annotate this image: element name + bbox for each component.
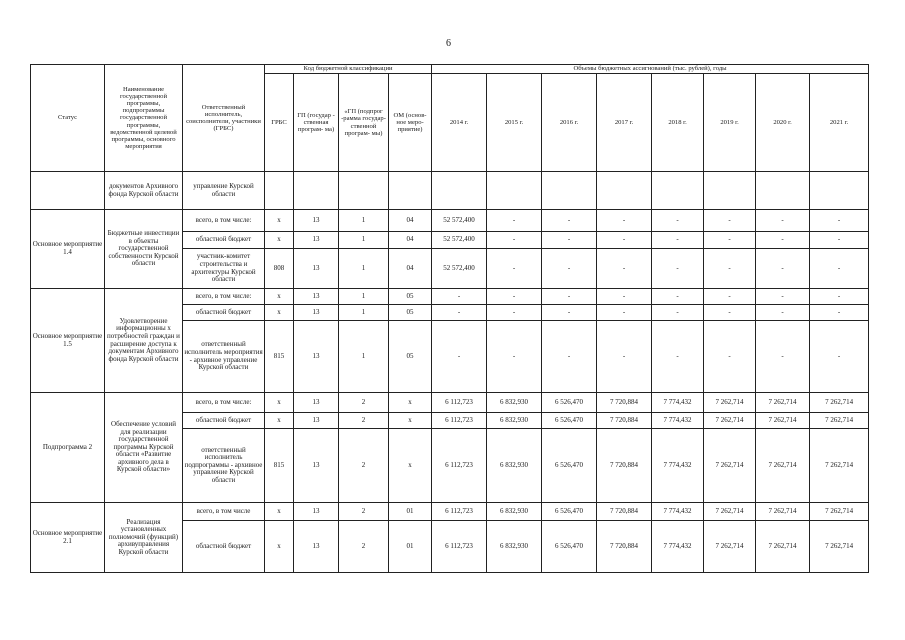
om-cell — [389, 172, 432, 210]
gp-cell: 13 — [294, 232, 339, 249]
gp-cell: 13 — [294, 413, 339, 429]
value-cell: - — [597, 321, 652, 393]
gp-cell: 13 — [294, 321, 339, 393]
pgp-cell: 1 — [339, 305, 389, 321]
grbs-cell: х — [265, 289, 294, 305]
value-cell: - — [487, 249, 542, 289]
om-cell: 04 — [389, 232, 432, 249]
executor-cell: ответственный исполнитель мероприятия - архивное управление Курской области — [183, 321, 265, 393]
value-cell: 7 774,432 — [652, 393, 704, 413]
executor-cell: всего, в том числе: — [183, 210, 265, 232]
value-cell: 6 832,930 — [487, 429, 542, 503]
header-year: 2014 г. — [432, 74, 487, 172]
pgp-cell: 1 — [339, 249, 389, 289]
value-cell — [810, 172, 869, 210]
om-cell: 05 — [389, 305, 432, 321]
pgp-cell: 2 — [339, 503, 389, 521]
grbs-cell: 808 — [265, 249, 294, 289]
value-cell: 7 720,884 — [597, 413, 652, 429]
value-cell: - — [704, 249, 756, 289]
header-gp: ГП (государ - ственная програм- ма) — [294, 74, 339, 172]
grbs-cell: х — [265, 521, 294, 573]
om-cell: х — [389, 429, 432, 503]
value-cell: - — [652, 210, 704, 232]
value-cell: - — [542, 289, 597, 305]
executor-cell: ответственный исполнитель подпрограммы - архивное управление Курской области — [183, 429, 265, 503]
value-cell: 7 262,714 — [810, 413, 869, 429]
value-cell: - — [542, 232, 597, 249]
gp-cell: 13 — [294, 521, 339, 573]
value-cell: 7 774,432 — [652, 429, 704, 503]
gp-cell: 13 — [294, 289, 339, 305]
value-cell: 52 572,400 — [432, 210, 487, 232]
value-cell: - — [652, 232, 704, 249]
value-cell: - — [810, 289, 869, 305]
gp-cell: 13 — [294, 305, 339, 321]
value-cell: 7 262,714 — [810, 503, 869, 521]
executor-cell: областной бюджет — [183, 413, 265, 429]
pgp-cell: 2 — [339, 393, 389, 413]
value-cell: - — [487, 232, 542, 249]
value-cell: - — [756, 305, 810, 321]
value-cell: - — [704, 232, 756, 249]
value-cell: - — [652, 249, 704, 289]
value-cell: 7 720,884 — [597, 521, 652, 573]
value-cell: - — [487, 321, 542, 393]
grbs-cell: х — [265, 413, 294, 429]
pgp-cell: 2 — [339, 429, 389, 503]
grbs-cell: 815 — [265, 321, 294, 393]
grbs-cell: х — [265, 305, 294, 321]
gp-cell: 13 — [294, 393, 339, 413]
value-cell: 52 572,400 — [432, 249, 487, 289]
value-cell: - — [597, 249, 652, 289]
om-cell: х — [389, 393, 432, 413]
header-year: 2017 г. — [597, 74, 652, 172]
name-cell: Реализация установленных полномочий (функций) архивуправления Курской области — [105, 503, 183, 573]
name-cell: Бюджетные инвестиции в объекты государственной собственности Курской области — [105, 210, 183, 289]
executor-cell: всего, в том числе — [183, 503, 265, 521]
table-row — [31, 289, 869, 305]
status-cell: Подпрограмма 2 — [31, 393, 105, 503]
value-cell: 7 262,714 — [704, 521, 756, 573]
table-row — [31, 393, 869, 413]
value-cell: 6 526,470 — [542, 503, 597, 521]
header-status: Статус — [31, 65, 105, 172]
value-cell: - — [756, 249, 810, 289]
value-cell: - — [756, 232, 810, 249]
name-cell: Обеспечение условий для реализации государственной программы Курской области «Развитие архивного дела в Курской области» — [105, 393, 183, 503]
value-cell: 7 262,714 — [756, 503, 810, 521]
om-cell: 05 — [389, 321, 432, 393]
grbs-cell: 815 — [265, 429, 294, 503]
value-cell: 7 774,432 — [652, 503, 704, 521]
value-cell: - — [756, 321, 810, 393]
table-row — [31, 210, 869, 232]
pgp-cell: 1 — [339, 232, 389, 249]
value-cell: 6 112,723 — [432, 413, 487, 429]
gp-cell: 13 — [294, 503, 339, 521]
value-cell: 6 526,470 — [542, 429, 597, 503]
value-cell: - — [810, 232, 869, 249]
header-pgp: «ГП (подпрог -рамма государ- ственной програм- мы) — [339, 74, 389, 172]
value-cell: 6 112,723 — [432, 503, 487, 521]
table-row — [31, 172, 869, 210]
om-cell: 05 — [389, 289, 432, 305]
header-year: 2020 г. — [756, 74, 810, 172]
value-cell: 7 262,714 — [704, 503, 756, 521]
value-cell: 6 526,470 — [542, 393, 597, 413]
value-cell: 6 112,723 — [432, 393, 487, 413]
budget-table — [30, 64, 869, 573]
om-cell: 04 — [389, 249, 432, 289]
value-cell: - — [704, 305, 756, 321]
executor-cell: областной бюджет — [183, 305, 265, 321]
value-cell: - — [652, 289, 704, 305]
om-cell: 01 — [389, 503, 432, 521]
value-cell — [542, 172, 597, 210]
value-cell: 7 262,714 — [704, 429, 756, 503]
executor-cell: участник-комитет строительства и архитектуры Курской области — [183, 249, 265, 289]
grbs-cell: х — [265, 503, 294, 521]
grbs-cell: х — [265, 232, 294, 249]
status-cell: Основное мероприятие 2.1 — [31, 503, 105, 573]
table-body — [31, 172, 869, 573]
value-cell: - — [487, 210, 542, 232]
value-cell: 7 774,432 — [652, 521, 704, 573]
value-cell: - — [810, 249, 869, 289]
value-cell: - — [597, 289, 652, 305]
value-cell: 6 832,930 — [487, 393, 542, 413]
om-cell: 01 — [389, 521, 432, 573]
gp-cell: 13 — [294, 210, 339, 232]
value-cell: - — [597, 232, 652, 249]
status-cell: Основное мероприятие 1.4 — [31, 210, 105, 289]
header-year: 2016 г. — [542, 74, 597, 172]
header-code-group: Код бюджетной классификации — [265, 65, 432, 74]
executor-cell: всего, в том числе: — [183, 289, 265, 305]
status-cell — [31, 172, 105, 210]
value-cell: 6 832,930 — [487, 413, 542, 429]
header-executor: Ответственный исполнитель, соисполнители, участники (ГРБС) — [183, 65, 265, 172]
value-cell: 7 720,884 — [597, 429, 652, 503]
name-cell: документов Архивного фонда Курской области — [105, 172, 183, 210]
pgp-cell: 2 — [339, 521, 389, 573]
pgp-cell: 1 — [339, 210, 389, 232]
value-cell: 7 720,884 — [597, 393, 652, 413]
value-cell: - — [810, 210, 869, 232]
value-cell: 7 262,714 — [810, 429, 869, 503]
status-cell: Основное мероприятие 1.5 — [31, 289, 105, 393]
value-cell: - — [542, 249, 597, 289]
value-cell: 7 262,714 — [756, 429, 810, 503]
header-year: 2021 г. — [810, 74, 869, 172]
value-cell — [652, 172, 704, 210]
name-cell: Удовлетворение информационны х потребностей граждан и расширение доступа к документам Архивного фонда Курской области — [105, 289, 183, 393]
value-cell: 6 112,723 — [432, 521, 487, 573]
pgp-cell: 2 — [339, 413, 389, 429]
executor-cell: управление Курской области — [183, 172, 265, 210]
executor-cell: всего, в том числе: — [183, 393, 265, 413]
grbs-cell: х — [265, 210, 294, 232]
table-row — [31, 503, 869, 521]
value-cell: 7 262,714 — [704, 393, 756, 413]
header-name: Наименование государственной программы, подпрограммы государственной программы, ведомственной целевой программы, основного мероприятия — [105, 65, 183, 172]
value-cell: - — [487, 289, 542, 305]
value-cell: 6 832,930 — [487, 503, 542, 521]
gp-cell: 13 — [294, 249, 339, 289]
value-cell: 7 720,884 — [597, 503, 652, 521]
value-cell: - — [704, 321, 756, 393]
value-cell: 7 262,714 — [704, 413, 756, 429]
grbs-cell — [265, 172, 294, 210]
gp-cell: 13 — [294, 429, 339, 503]
value-cell: 7 774,432 — [652, 413, 704, 429]
header-year: 2019 г. — [704, 74, 756, 172]
header-year: 2015 г. — [487, 74, 542, 172]
header-grbs: ГРБС — [265, 74, 294, 172]
grbs-cell: х — [265, 393, 294, 413]
value-cell: 6 526,470 — [542, 521, 597, 573]
value-cell: - — [756, 210, 810, 232]
value-cell: 6 526,470 — [542, 413, 597, 429]
om-cell: 04 — [389, 210, 432, 232]
value-cell — [432, 172, 487, 210]
value-cell — [487, 172, 542, 210]
value-cell: - — [652, 305, 704, 321]
value-cell: 7 262,714 — [756, 413, 810, 429]
value-cell — [756, 172, 810, 210]
pgp-cell — [339, 172, 389, 210]
header-om: ОМ (основ- ное меро- приятие) — [389, 74, 432, 172]
value-cell: - — [542, 321, 597, 393]
value-cell: - — [810, 305, 869, 321]
om-cell: х — [389, 413, 432, 429]
value-cell: - — [542, 305, 597, 321]
pgp-cell: 1 — [339, 321, 389, 393]
value-cell: - — [597, 210, 652, 232]
value-cell — [704, 172, 756, 210]
value-cell — [597, 172, 652, 210]
value-cell: - — [756, 289, 810, 305]
value-cell: - — [487, 305, 542, 321]
page-number: 6 — [446, 38, 451, 49]
value-cell: 7 262,714 — [756, 521, 810, 573]
value-cell: - — [704, 289, 756, 305]
value-cell: 52 572,400 — [432, 232, 487, 249]
value-cell: - — [810, 321, 869, 393]
value-cell: - — [704, 210, 756, 232]
pgp-cell: 1 — [339, 289, 389, 305]
value-cell: - — [432, 321, 487, 393]
executor-cell: областной бюджет — [183, 232, 265, 249]
value-cell: 7 262,714 — [810, 393, 869, 413]
value-cell: 7 262,714 — [810, 521, 869, 573]
value-cell: 6 112,723 — [432, 429, 487, 503]
gp-cell — [294, 172, 339, 210]
value-cell: - — [432, 305, 487, 321]
header-year: 2018 г. — [652, 74, 704, 172]
header-volume-group: Объемы бюджетных ассигнований (тыс. рублей), годы — [432, 65, 869, 74]
value-cell: - — [542, 210, 597, 232]
value-cell: - — [597, 305, 652, 321]
value-cell: 6 832,930 — [487, 521, 542, 573]
executor-cell: областной бюджет — [183, 521, 265, 573]
value-cell: - — [652, 321, 704, 393]
value-cell: 7 262,714 — [756, 393, 810, 413]
value-cell: - — [432, 289, 487, 305]
